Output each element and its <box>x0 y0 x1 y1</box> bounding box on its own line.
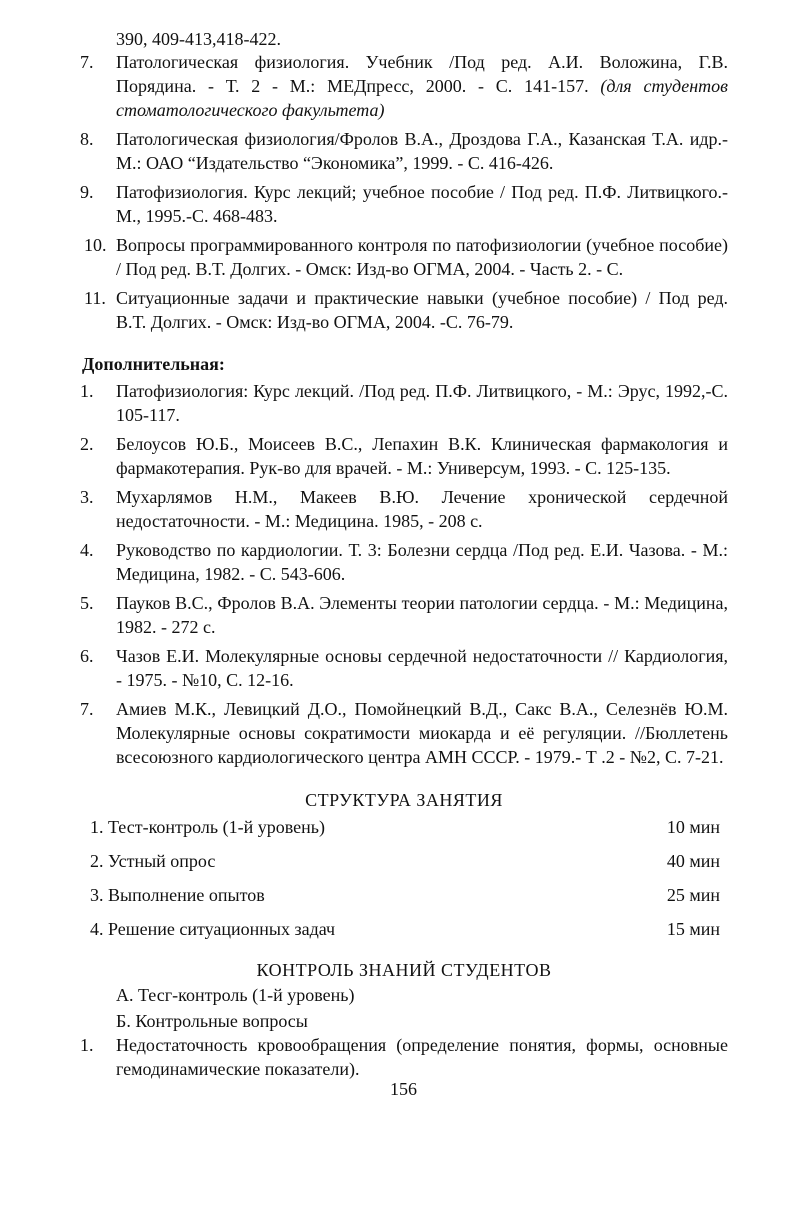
reference-number: 6. <box>80 646 94 666</box>
reference-number: 2. <box>80 434 94 454</box>
lesson-structure-title: СТРУКТУРА ЗАНЯТИЯ <box>305 790 503 810</box>
question-text: Недостаточность кровообращения (определение понятия, формы, основные гемодинамические показатели). <box>116 1035 728 1079</box>
structure-step-duration: 25 мин <box>666 885 720 905</box>
control-question-item <box>80 1033 728 1081</box>
page-number: 156 <box>390 1079 417 1099</box>
reference-text: Патофизиология: Курс лекций. /Под ред. П.Ф. Литвицкого, - М.: Эрус, 1992,-С. 105-117. <box>116 381 728 425</box>
structure-step-duration: 10 мин <box>666 817 720 837</box>
reference-number: 9. <box>80 182 94 202</box>
additional-literature-heading: Дополнительная: <box>82 354 225 374</box>
additional-reference-item-5 <box>80 591 728 639</box>
reference-number: 5. <box>80 593 94 613</box>
additional-reference-item-6 <box>80 644 728 692</box>
additional-reference-list <box>80 379 728 774</box>
reference-text: Пауков В.С., Фролов В.А. Элементы теории патологии сердца. - М.: Медицина, 1982. - 272 с. <box>116 593 728 637</box>
reference-item-11 <box>80 286 728 334</box>
structure-row <box>90 917 720 941</box>
reference-text: Белоусов Ю.Б., Моисеев В.С., Лепахин В.К. Клиническая фармакология и фармакотерапия. Рук-во для врачей. - М.: Универсум, 1993. - С. 125-135. <box>116 434 728 478</box>
reference-item-7 <box>80 50 728 122</box>
reference-number: 7. <box>80 699 94 719</box>
reference-text: Амиев М.К., Левицкий Д.О., Помойнецкий В.Д., Сакс В.А., Селезнёв Ю.М. Молекулярные основы сократимости миокарда и её регуляции. //Бюллетень всесоюзного кардиологического центра АМН СССР. - 1979.- Т .2 - №2, С. 7-21. <box>116 699 728 767</box>
reference-number: 4. <box>80 540 94 560</box>
structure-row <box>90 849 720 873</box>
reference-item-9 <box>80 180 728 228</box>
structure-step-duration: 40 мин <box>666 851 720 871</box>
structure-step-label: 4. Решение ситуационных задач <box>90 919 336 939</box>
reference-text: Чазов Е.И. Молекулярные основы сердечной недостаточности // Кардиология, - 1975. - №10, С. 12-16. <box>116 646 728 690</box>
reference-note: (для студентов стоматологического факультета) <box>116 76 728 120</box>
control-subsection-a: А. Тесг-контроль (1-й уровень) <box>116 985 355 1005</box>
reference-number: 8. <box>80 129 94 149</box>
reference-text: Патологическая физиология/Фролов В.А., Дроздова Г.А., Казанская Т.А. идр.-М.: ОАО “Издательство “Экономика”, 1999. - С. 416-426. <box>116 129 728 173</box>
additional-reference-item-3 <box>80 485 728 533</box>
additional-reference-item-7 <box>80 697 728 769</box>
reference-item-8 <box>80 127 728 175</box>
reference-number: 10. <box>84 235 107 255</box>
reference-text: Ситуационные задачи и практические навыки (учебное пособие) / Под ред. В.Т. Долгих. - Омск: Изд-во ОГМА, 2004. -С. 76-79. <box>116 288 728 332</box>
additional-reference-item-1 <box>80 379 728 427</box>
structure-row <box>90 815 720 839</box>
additional-reference-item-4 <box>80 538 728 586</box>
reference-text: Вопросы программированного контроля по патофизиологии (учебное пособие) / Под ред. В.Т. Долгих. - Омск: Изд-во ОГМА, 2004. - Часть 2. - С. <box>116 235 728 279</box>
reference-number: 11. <box>84 288 106 308</box>
reference-text: Руководство по кардиологии. Т. 3: Болезни сердца /Под ред. Е.И. Чазова. - М.: Медицина, 1982. - С. 543-606. <box>116 540 728 584</box>
control-subsection-b: Б. Контрольные вопросы <box>116 1011 308 1031</box>
reference-continuation: 390, 409-413,418-422. <box>116 29 281 49</box>
knowledge-control-title: КОНТРОЛЬ ЗНАНИЙ СТУДЕНТОВ <box>256 960 552 980</box>
structure-step-label: 2. Устный опрос <box>90 851 216 871</box>
reference-text: Патологическая физиология. Учебник /Под ред. А.И. Воложина, Г.В. Порядина. - Т. 2 - М.: МЕДпресс, 2000. - С. 141-157. (для студентов стоматологического факультета) <box>116 52 728 120</box>
structure-step-duration: 15 мин <box>666 919 720 939</box>
structure-step-label: 3. Выполнение опытов <box>90 885 265 905</box>
reference-number: 1. <box>80 381 94 401</box>
reference-number: 7. <box>80 52 94 72</box>
structure-step-label: 1. Тест-контроль (1-й уровень) <box>90 817 325 837</box>
structure-row <box>90 883 720 907</box>
main-reference-list <box>80 50 728 339</box>
question-number: 1. <box>80 1035 94 1055</box>
reference-item-10 <box>80 233 728 281</box>
reference-text: Мухарлямов Н.М., Макеев В.Ю. Лечение хронической сердечной недостаточности. - М.: Медицина. 1985, - 208 с. <box>116 487 728 531</box>
reference-number: 3. <box>80 487 94 507</box>
additional-reference-item-2 <box>80 432 728 480</box>
reference-text: Патофизиология. Курс лекций; учебное пособие / Под ред. П.Ф. Литвицкого.-М., 1995.-С. 468-483. <box>116 182 728 226</box>
